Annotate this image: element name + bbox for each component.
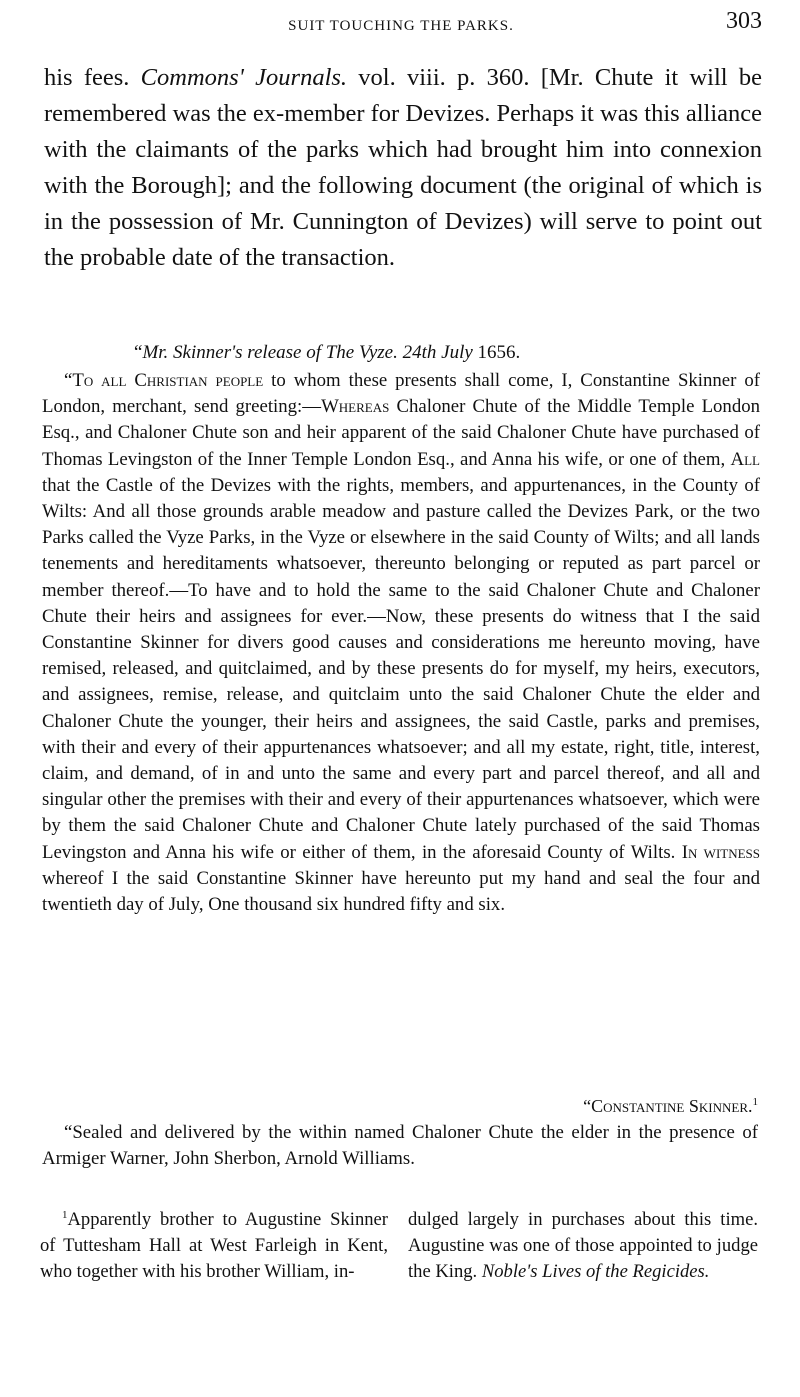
main-paragraph [44,60,762,276]
document-heading-year: 1656. [472,342,521,363]
paragraph-text: vol. viii. p. 360. [Mr. Chute it will be remembered was the ex-member for Devizes. Perhaps it was this alliance with the claimants of the parks which had brought him into connexion with the Borough]; and the following document (the original of which is in the possession of Mr. Cunnington of Devizes) will serve to point out the probable date of the transaction. [44,64,762,271]
document-text: whereof I the said Constantine Skinner have hereunto put my hand and seal the four and twentieth day of July, One thousand six hundred fifty and six. [42,867,760,916]
small-caps-phrase: To all Christian people [72,370,264,391]
document-text: that the Castle of the Devizes with the rights, members, and appurtenances, in the County of Wilts: And all those grounds arable meadow and pasture called the Devizes Park, or the two Parks called the Vyze Parks, in the Vyze or elsewhere in the said County of Wilts; and all lands tenements and hereditaments whatsoever, thereunto belonging or reputed as part parcel or member thereof.—To have and to hold the same to the said Chaloner Chute and Chaloner Chute their heirs and assignees for ever.—Now, these presents do witness that I the said Constantine Skinner for divers good causes and considerations me hereunto moving, have remised, released, and quitclaimed, and by these presents do for myself, my heirs, executors, and assignees, remise, release, and quitclaim unto the said Chaloner Chute the elder and Chaloner Chute the younger, their heirs and assignees, the said Castle, parks and premises, with their and every of their appurtenances whatsoever; and all my estate, right, title, interest, claim, and demand, of in and unto the same and every part and parcel thereof, and all and singular other the premises with their and every of their appurtenances whatsoever, which were by them the said Chaloner Chute and Chaloner Chute lately purchased of the said Thomas Levingston and Anna his wife or either of them, in the aforesaid County of Wilts. [42,474,760,863]
small-caps-phrase: In witness [681,841,761,863]
footnote-ref: 1 [752,1096,758,1108]
running-title: SUIT TOUCHING THE PARKS. [288,18,514,34]
document-heading [134,342,520,364]
signature-text: “Constantine Skinner. [583,1096,753,1116]
small-caps-phrase: All [730,448,760,470]
document-body [42,368,760,918]
footnote-column-right [408,1207,758,1285]
footnote-text: Apparently brother to Augustine Skinner of Tuttesham Hall at West Farleigh in Kent, who together with his brother William, in- [40,1209,388,1282]
document-text: to whom these presents shall come, I, Constantine Skinner of London, merchant, send greeting:— [42,370,760,418]
document-text: Chaloner Chute of the Middle Temple London Esq., and Chaloner Chute son and heir apparent of the said Chaloner Chute have purchased of Thomas Levingston of the Inner Temple London Esq., and Anna his wife, or one of them, [42,396,760,470]
running-head [40,6,762,40]
page-number: 303 [726,8,762,34]
open-quote: “ [64,370,73,391]
small-caps-phrase: Whereas [321,396,390,418]
document-heading-title: Mr. Skinner's release of The Vyze. 24th July [142,342,473,363]
citation-title: Commons' Journals. [140,64,348,91]
footnote-text: dulged largely in purchases about this time. Augustine was one of those appointed to judge the King. [408,1209,758,1282]
sealed-statement: “Sealed and delivered by the within named Chaloner Chute the elder in the presence of Armiger Warner, John Sherbon, Arnold Williams. [42,1122,758,1170]
paragraph-text: his fees. [44,64,141,91]
footnote-marker: 1 [62,1208,68,1221]
footnote-column-left [40,1207,388,1285]
signature [583,1096,758,1117]
open-quote: “ [134,342,143,363]
footnote-citation: Noble's Lives of the Regicides. [481,1261,710,1282]
